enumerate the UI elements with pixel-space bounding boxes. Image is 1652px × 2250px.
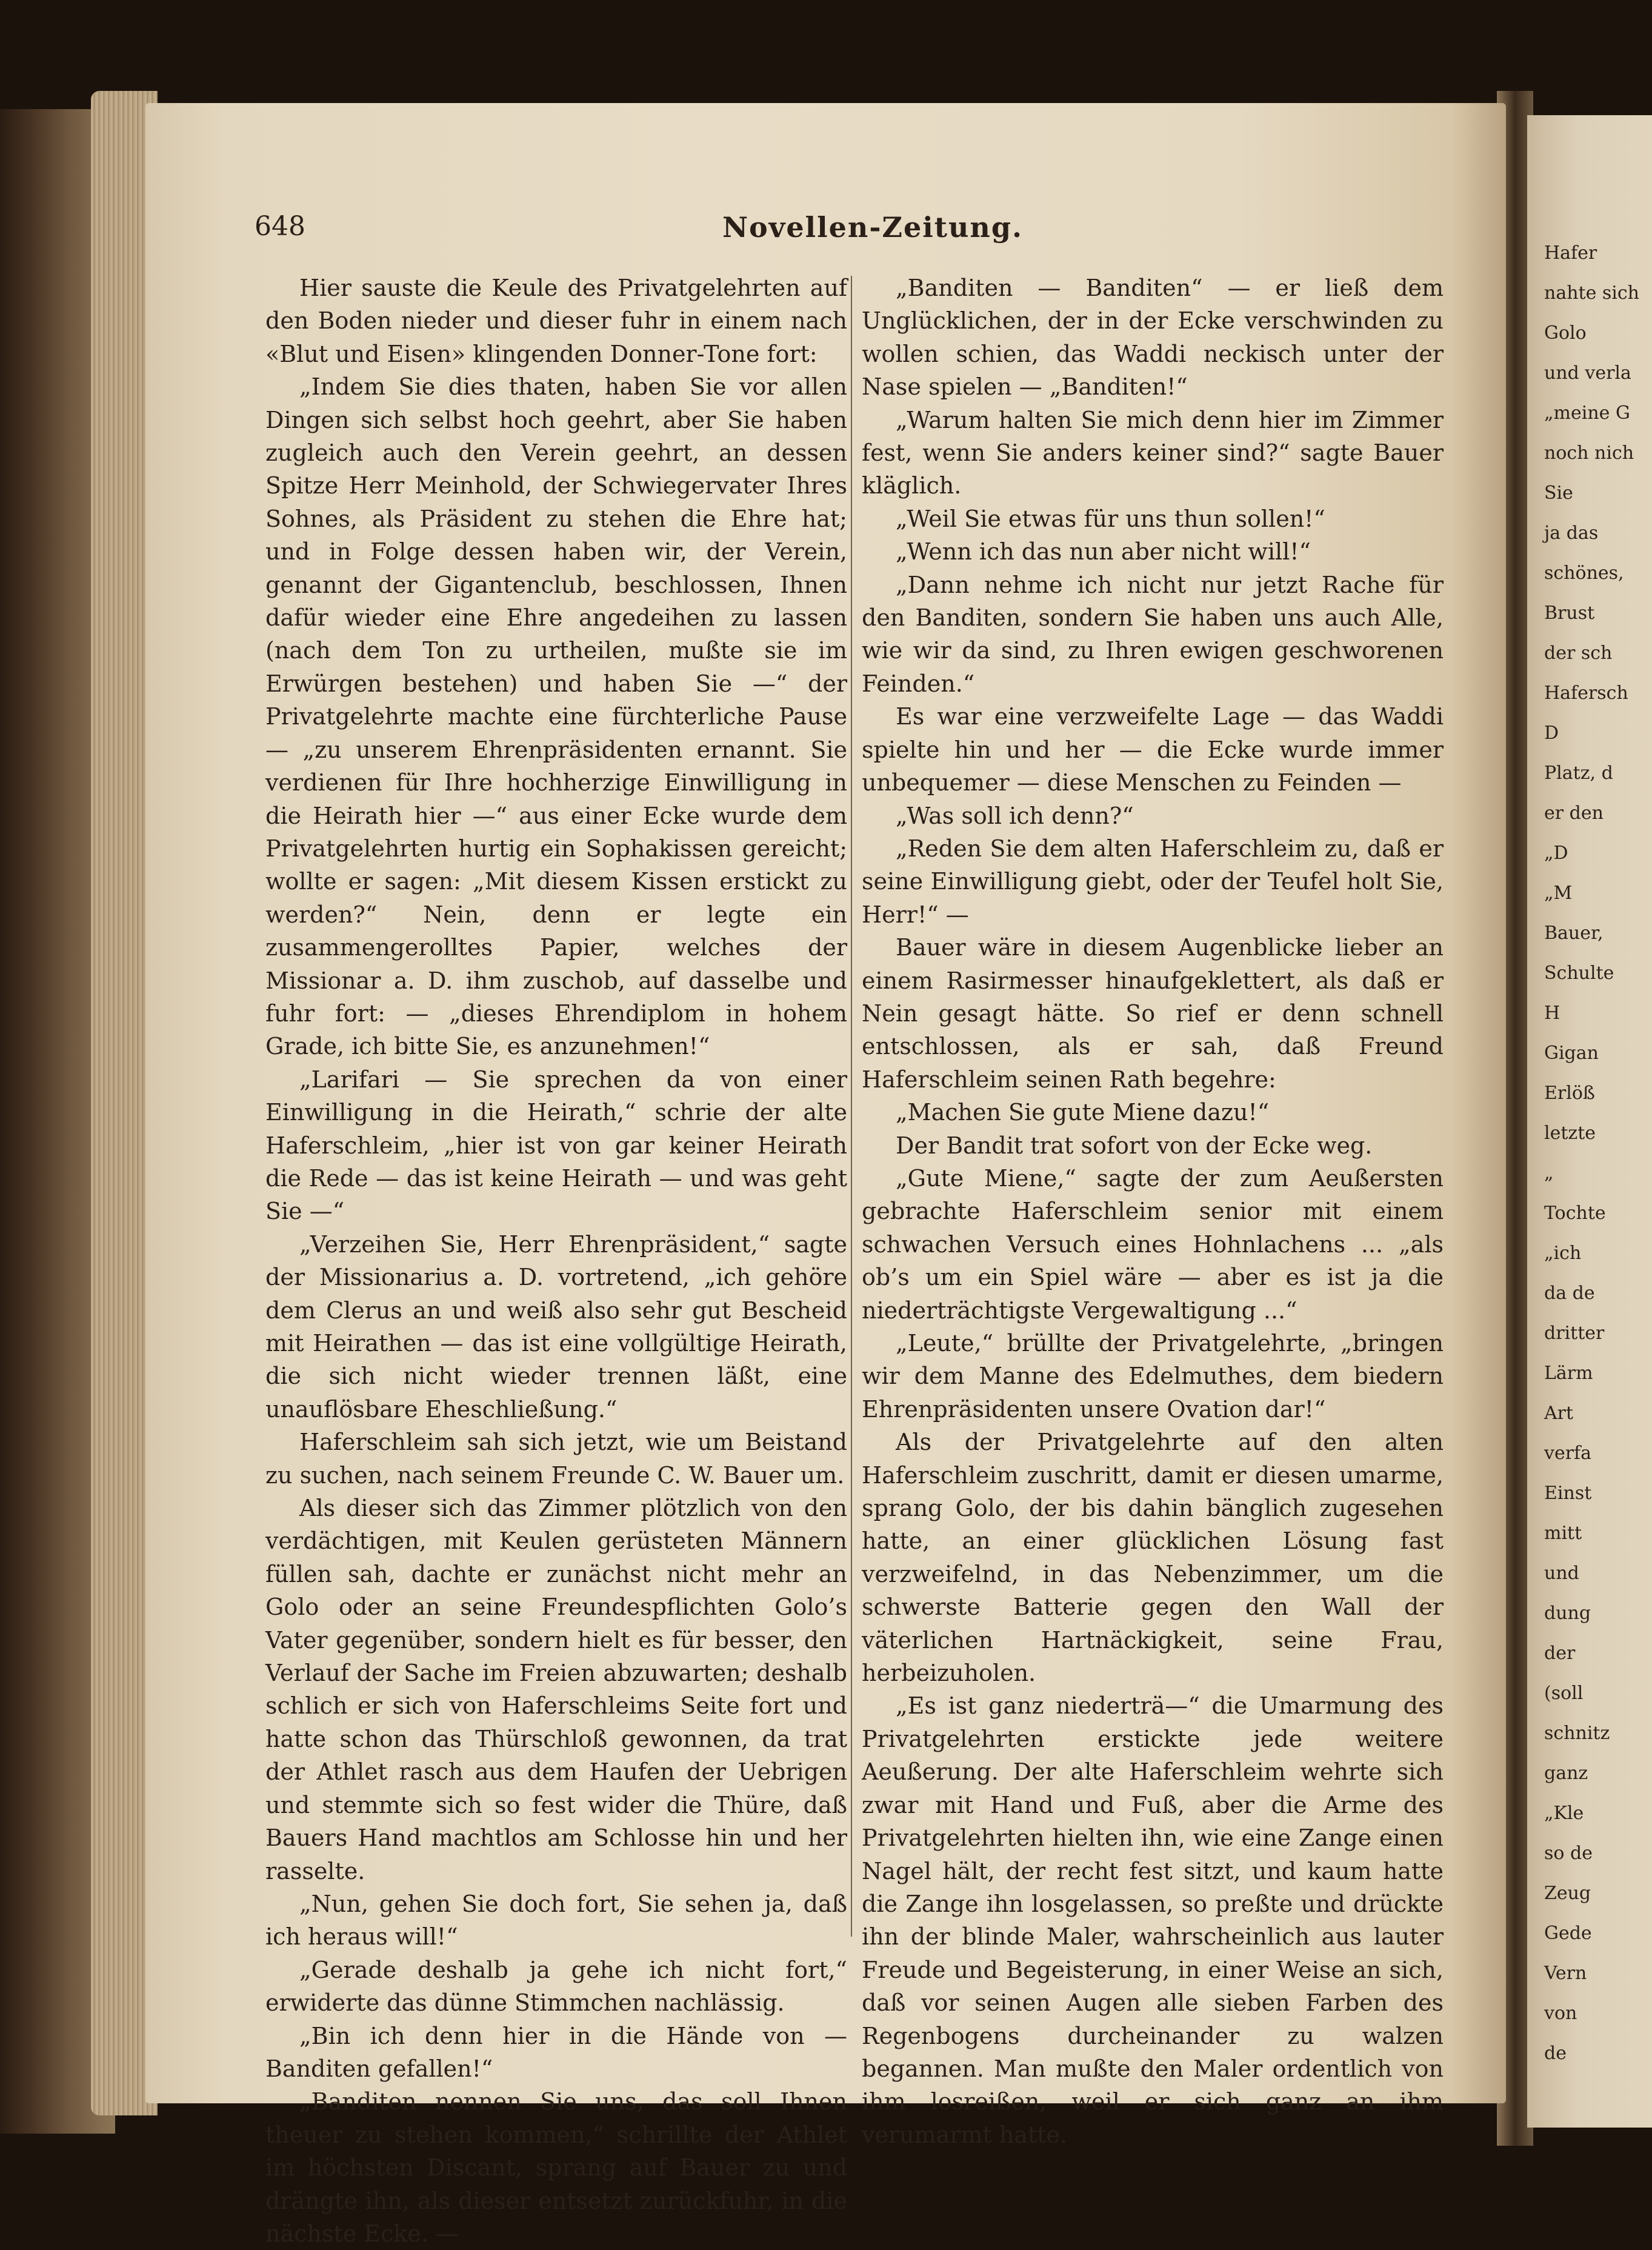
paragraph: „Banditen — Banditen“ — er ließ dem Unglücklichen, der in der Ecke verschwinden zu wollen schien, das Waddi neckisch unter der Nase spielen — „Banditen!“ <box>862 275 1444 401</box>
paragraph: „Nun, gehen Sie doch fort, Sie sehen ja, daß ich heraus will!“ <box>265 1890 847 1951</box>
column-divider <box>851 276 852 1937</box>
facing-page-text: de <box>1544 2043 1567 2064</box>
paragraph: „Wenn ich das nun aber nicht will!“ <box>896 538 1311 566</box>
paragraph: „Bin ich denn hier in die Hände von — Banditen gefallen!“ <box>265 2022 847 2082</box>
facing-page-text: dritter <box>1544 1323 1605 1344</box>
facing-page-text: der <box>1544 1643 1576 1664</box>
facing-page-text: dung <box>1544 1603 1591 1624</box>
facing-page-text: Bauer, <box>1544 923 1604 944</box>
facing-page-text: Golo <box>1544 322 1587 344</box>
facing-page-text: „meine G <box>1544 402 1630 424</box>
paragraph: „Es ist ganz niederträ—“ die Umarmung des Privatgelehrten erstickte jede weitere Aeußerung. Der alte Haferschleim wehrte sich zwar mit Hand und Fuß, aber die Arme des Privatgelehrten hielten ihn, wie eine Zange einen Nagel hält, der recht fest sitzt, und kaum hatte die Zange ihn losgelassen, so preßte und drückte ihn der blinde Maler, wahrscheinlich aus lauter Freude und Begeisterung, in einer Weise an sich, daß vor seinen Augen alle sieben Farben des Regenbogens durcheinander zu walzen begannen. Man mußte den Maler ordentlich von ihm losreißen, weil er sich ganz an ihm verumarmt hatte. <box>862 1692 1444 2148</box>
paragraph: „Leute,“ brüllte der Privatgelehrte, „bringen wir dem Manne des Edelmuthes, dem biedern Ehrenpräsidenten unsere Ovation dar!“ <box>862 1330 1444 1423</box>
paragraph: Bauer wäre in diesem Augenblicke lieber an einem Rasirmesser hinaufgeklettert, als daß er Nein gesagt hätte. So rief er denn schnell entschlossen, als er sah, daß Freund Haferschleim seinen Rath begehre: <box>862 934 1444 1093</box>
facing-page-text: schnitz <box>1544 1723 1610 1744</box>
facing-page-text: Hafersch <box>1544 683 1628 704</box>
facing-page-text: D <box>1544 723 1559 744</box>
facing-page-text: „Kle <box>1544 1803 1584 1824</box>
facing-page-text: H <box>1544 1003 1560 1024</box>
facing-page-text: Schulte <box>1544 963 1614 984</box>
facing-page-text: Gede <box>1544 1923 1592 1944</box>
facing-page-text: mitt <box>1544 1523 1582 1544</box>
text-column-right <box>862 272 1444 2151</box>
paragraph: Als dieser sich das Zimmer plötzlich von den verdächtigen, mit Keulen gerüsteten Männern füllen sah, dachte er zunächst nicht mehr an Golo oder an seine Freundespflichten Golo’s Vater gegenüber, sondern hielt es für besser, den Verlauf der Sache im Freien abzuwarten; deshalb schlich er sich von Haferschleims Seite fort und hatte schon das Thürschloß gewonnen, da trat der Athlet rasch aus dem Haufen der Uebrigen und stemmte sich so fest wider die Thüre, daß Bauers Hand machtlos am Schlosse hin und her rasselte. <box>265 1495 847 1884</box>
facing-page-text: und <box>1544 1563 1579 1584</box>
paragraph: „Warum halten Sie mich denn hier im Zimmer fest, wenn Sie anders keiner sind?“ sagte Bauer kläglich. <box>862 406 1444 499</box>
page-header <box>255 211 1491 253</box>
facing-page-fragment <box>1527 115 1652 2128</box>
paragraph: „Reden Sie dem alten Haferschleim zu, daß er seine Einwilligung giebt, oder der Teufel holt Sie, Herr!“ — <box>862 835 1444 928</box>
facing-page-text: so de <box>1544 1843 1593 1864</box>
paragraph: „Was soll ich denn?“ <box>896 802 1134 829</box>
facing-page-text: ganz <box>1544 1763 1588 1784</box>
paragraph: „Gerade deshalb ja gehe ich nicht fort,“ erwiderte das dünne Stimmchen nachlässig. <box>265 1956 847 2017</box>
facing-page-text: Erlöß <box>1544 1083 1595 1104</box>
paragraph: Es war eine verzweifelte Lage — das Waddi spielte hin und her — die Ecke wurde immer unbequemer — diese Menschen zu Feinden — <box>862 703 1444 796</box>
facing-page-text: Lärm <box>1544 1363 1593 1384</box>
facing-page-text: schönes, <box>1544 562 1624 584</box>
facing-page-text: Vern <box>1544 1963 1587 1984</box>
page-number: 648 <box>255 211 305 242</box>
facing-page-text: (soll <box>1544 1683 1584 1704</box>
facing-page-text: noch nich <box>1544 442 1634 464</box>
paragraph: „Weil Sie etwas für uns thun sollen!“ <box>896 505 1325 532</box>
facing-page-text: verfa <box>1544 1443 1592 1464</box>
facing-page-text: letzte <box>1544 1123 1596 1144</box>
facing-page-text: da de <box>1544 1283 1595 1304</box>
paragraph: Als der Privatgelehrte auf den alten Haferschleim zuschritt, damit er diesen umarme, sprang Golo, der bis dahin bänglich zugesehen hatte, an einer glücklichen Lösung fast verzweifelnd, in das Nebenzimmer, um die schwerste Batterie gegen den Wall der väterlichen Hartnäckigkeit, seine Frau, herbeizuholen. <box>862 1429 1444 1687</box>
facing-page-text: „ich <box>1544 1243 1582 1264</box>
paragraph: „Banditen nennen Sie uns, das soll Ihnen theuer zu stehen kommen,“ schrillte der Athlet im höchsten Discant, sprang auf Bauer zu und drängte ihn, als dieser entsetzt zurückfuhr, in die nächste Ecke. — <box>265 2088 847 2247</box>
facing-page-text: Tochte <box>1544 1203 1606 1224</box>
facing-page-text: Art <box>1544 1403 1574 1424</box>
facing-page-text: Brust <box>1544 603 1595 624</box>
paragraph: „Gute Miene,“ sagte der zum Aeußersten gebrachte Haferschleim senior mit einem schwachen Versuch eines Hohnlachens ... „als ob’s um ein Spiel wäre — aber es ist ja die niederträchtigste Vergewaltigung ...“ <box>862 1164 1444 1324</box>
facing-page-text: und verla <box>1544 362 1631 384</box>
facing-page-text: Sie <box>1544 482 1573 504</box>
facing-page-text: „ <box>1544 1163 1554 1184</box>
facing-page-text: er den <box>1544 803 1604 824</box>
facing-page-text: ja das <box>1544 522 1599 544</box>
facing-page-text: „D <box>1544 843 1568 864</box>
paragraph: „Verzeihen Sie, Herr Ehrenpräsident,“ sagte der Missionarius a. D. vortretend, „ich gehöre dem Clerus an und weiß also sehr gut Bescheid mit Heirathen — das ist eine vollgültige Heirath, die sich nicht wieder trennen läßt, eine unauflösbare Eheschließung.“ <box>265 1230 847 1423</box>
facing-page-text: Zeug <box>1544 1883 1591 1904</box>
facing-page-text: nahte sich <box>1544 282 1639 304</box>
paragraph: Der Bandit trat sofort von der Ecke weg. <box>896 1132 1373 1159</box>
text-column-left <box>265 272 847 2250</box>
facing-page-text: Gigan <box>1544 1043 1599 1064</box>
paragraph: „Machen Sie gute Miene dazu!“ <box>896 1099 1270 1126</box>
facing-page-text: Platz, d <box>1544 763 1613 784</box>
facing-page-text: Hafer <box>1544 242 1597 264</box>
paragraph: Hier sauste die Keule des Privatgelehrten auf den Boden nieder und dieser fuhr in einem nach «Blut und Eisen» klingenden Donner-Tone fort: <box>265 275 847 367</box>
facing-page-text: von <box>1544 2003 1577 2024</box>
paragraph: „Larifari — Sie sprechen da von einer Einwilligung in die Heirath,“ schrie der alte Haferschleim, „hier ist von gar keiner Heirath die Rede — das ist keine Heirath — und was geht Sie —“ <box>265 1066 847 1225</box>
paragraph: Haferschleim sah sich jetzt, wie um Beistand zu suchen, nach seinem Freunde C. W. Bauer um. <box>265 1429 847 1489</box>
facing-page-text: „M <box>1544 883 1573 904</box>
paragraph: „Dann nehme ich nicht nur jetzt Rache für den Banditen, sondern Sie haben uns auch Alle, wie wir da sind, zu Ihren ewigen geschworenen Feinden.“ <box>862 571 1444 697</box>
paragraph: „Indem Sie dies thaten, haben Sie vor allen Dingen sich selbst hoch geehrt, aber Sie haben zugleich auch den Verein geehrt, an dessen Spitze Herr Meinhold, der Schwiegervater Ihres Sohnes, als Präsident zu stehen die Ehre hat; und in Folge dessen haben wir, der Verein, genannt der Gigantenclub, beschlossen, Ihnen dafür wieder eine Ehre angedeihen zu lassen (nach dem Ton zu urtheilen, mußte sie im Erwürgen bestehen) und haben Sie —“ der Privatgelehrte machte eine fürchterliche Pause — „zu unserem Ehrenpräsidenten ernannt. Sie verdienen für Ihre hochherzige Einwilligung in die Heirath hier —“ aus einer Ecke wurde dem Privatgelehrten hurtig ein Sophakissen gereicht; wollte er sagen: „Mit diesem Kissen erstickt zu werden?“ Nein, denn er legte ein zusammengerolltes Papier, welches der Missionar a. D. ihm zuschob, auf dasselbe und fuhr fort: — „dieses Ehrendiplom in hohem Grade, ich bitte Sie, es anzunehmen!“ <box>265 373 847 1060</box>
facing-page-text: Einst <box>1544 1483 1592 1504</box>
facing-page-text: der sch <box>1544 643 1613 664</box>
running-title: Novellen-Zeitung. <box>722 211 1024 244</box>
